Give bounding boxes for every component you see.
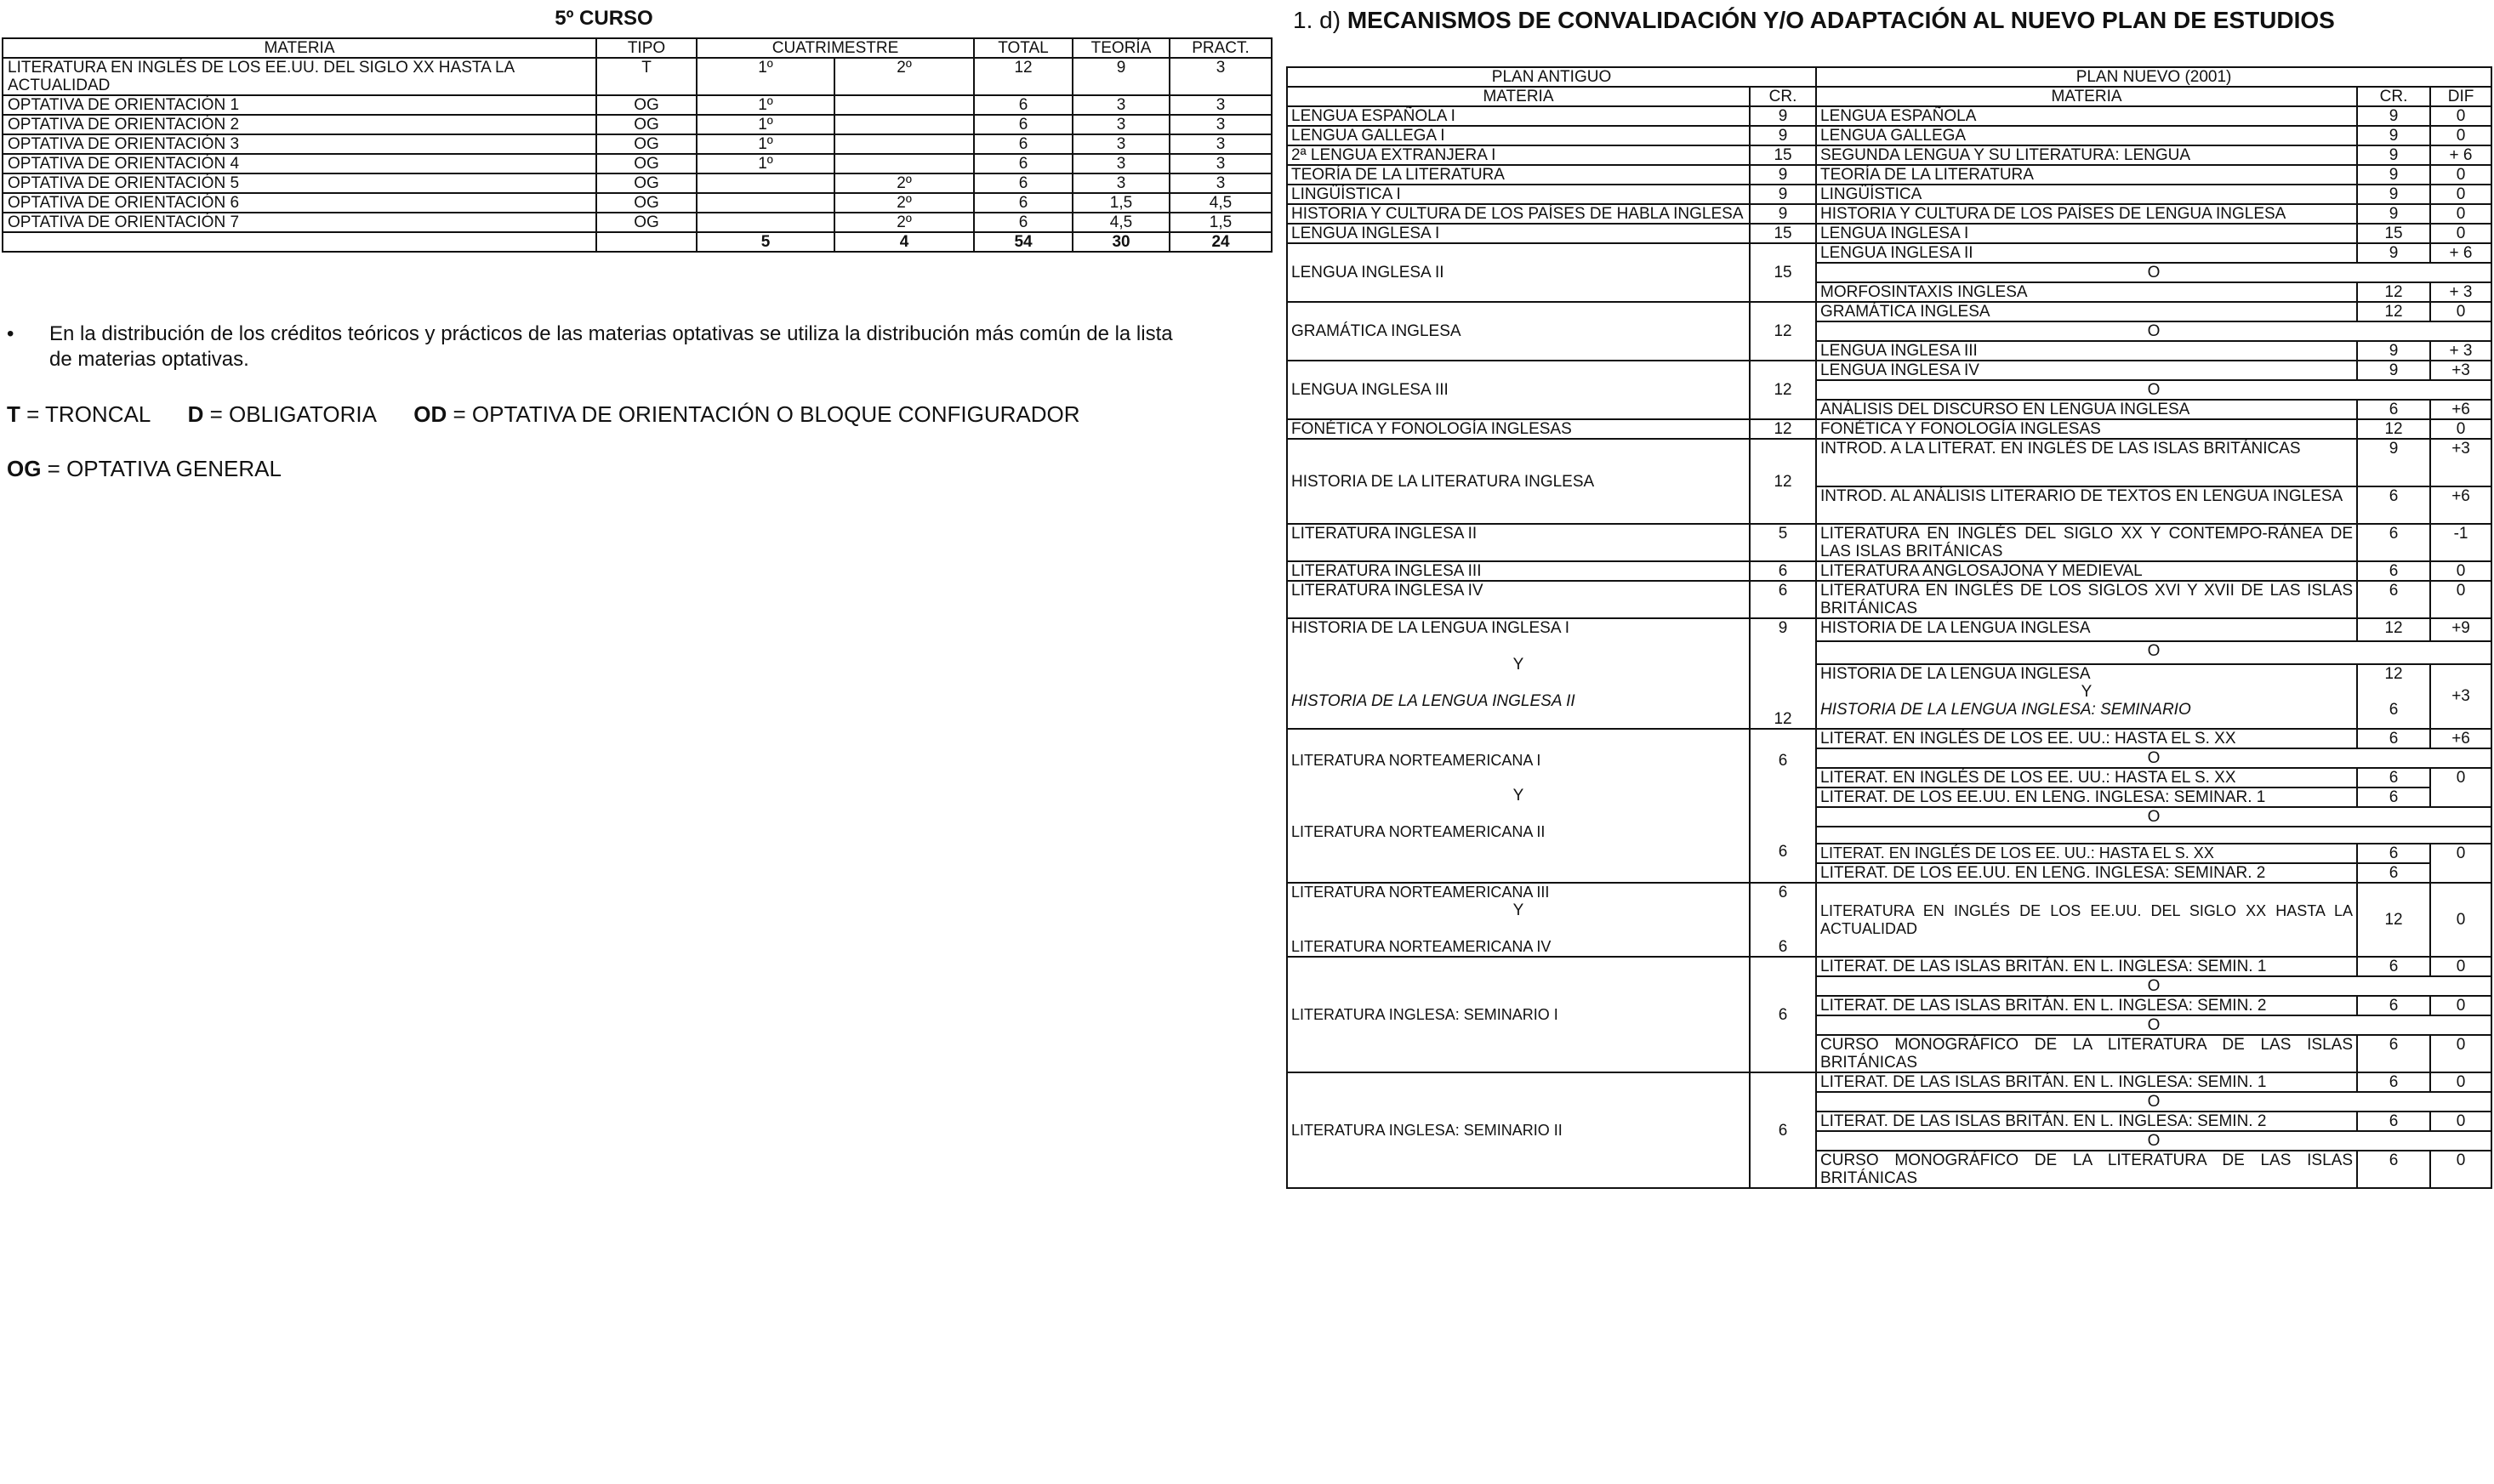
cell-total: 6 (974, 193, 1073, 213)
dif: +6 (2430, 486, 2491, 524)
col-teoria: TEORÍA (1073, 38, 1170, 58)
old-cr: 9 (1750, 204, 1816, 224)
column-header-row (1287, 87, 2491, 106)
cell-c2: 2º (834, 173, 974, 193)
cell-total: 6 (974, 95, 1073, 115)
cell-c1: 1º (697, 58, 834, 95)
new-cr: 9 (2357, 185, 2430, 204)
dif: 0 (2430, 561, 2491, 581)
new-cr: 6 (2357, 1035, 2430, 1072)
old-cr: 12 (1750, 302, 1816, 361)
or-separator: O (1816, 807, 2491, 827)
new-cr: 12 (2357, 618, 2430, 641)
dif: +6 (2430, 400, 2491, 419)
plan-nuevo-header: PLAN NUEVO (2001) (1816, 67, 2491, 87)
old-cr: 15 (1750, 145, 1816, 165)
old-cr: 15 (1750, 224, 1816, 243)
dif: +9 (2430, 618, 2491, 641)
old-cr: 6 (1750, 561, 1816, 581)
old-materia-header: MATERIA (1287, 87, 1750, 106)
cell-pract: 3 (1170, 154, 1272, 173)
dif: + 6 (2430, 243, 2491, 263)
and-separator: Y (2081, 682, 2093, 701)
new-materia: LITERAT. EN INGLÉS DE LOS EE. UU.: HASTA EL S. XX (1816, 729, 2357, 748)
cell-c2 (834, 134, 974, 154)
old-materia: HISTORIA DE LA LENGUA INGLESA II (1291, 692, 1575, 710)
cell-empty (3, 232, 596, 252)
new-materia: TEORÍA DE LA LITERATURA (1816, 165, 2357, 185)
cell-tipo: OG (596, 154, 697, 173)
new-materia: LITERAT. DE LAS ISLAS BRITÁN. EN L. INGLESA: SEMIN. 2 (1816, 996, 2357, 1015)
cell-pract: 1,5 (1170, 213, 1272, 232)
plan-antiguo-header: PLAN ANTIGUO (1287, 67, 1816, 87)
cell-tipo: OG (596, 115, 697, 134)
new-materia: LITERAT. DE LOS EE.UU. EN LENG. INGLESA: SEMINAR. 2 (1816, 863, 2357, 883)
legend-d-key: D (187, 401, 204, 427)
old-cr-header: CR. (1750, 87, 1816, 106)
dif: 0 (2430, 165, 2491, 185)
right-title (1293, 7, 2335, 34)
old-cr: 9 (1750, 165, 1816, 185)
old-materia: GRAMÁTICA INGLESA (1287, 302, 1750, 361)
table-row (1287, 165, 2491, 185)
legend-t-value: = TRONCAL (20, 401, 151, 427)
cell-c1 (697, 193, 834, 213)
new-materia: LITERATURA EN INGLÉS DE LOS SIGLOS XVI Y XVII DE LAS ISLAS BRITÁNICAS (1816, 581, 2357, 618)
new-cr: 6 (2357, 400, 2430, 419)
table-row (1287, 618, 2491, 641)
legend-d-value: = OBLIGATORIA (203, 401, 377, 427)
col-tipo: TIPO (596, 38, 697, 58)
old-materia: LITERATURA NORTEAMERICANA IV (1291, 938, 1552, 955)
old-materia: LITERATURA NORTEAMERICANA II (1291, 823, 1546, 840)
cell-total: 6 (974, 115, 1073, 134)
new-materia: HISTORIA DE LA LENGUA INGLESA (1816, 618, 2357, 641)
section-heading: MECANISMOS DE CONVALIDACIÓN Y/O ADAPTACIÓN AL NUEVO PLAN DE ESTUDIOS (1347, 7, 2335, 33)
dif: +6 (2430, 729, 2491, 748)
new-materia: MORFOSINTAXIS INGLESA (1816, 282, 2357, 302)
table-row (3, 134, 1272, 154)
new-cr: 12 (2357, 302, 2430, 321)
and-separator: Y (1512, 787, 1524, 805)
dif: 0 (2430, 302, 2491, 321)
cell-c1: 1º (697, 95, 834, 115)
new-cr: 6 (2357, 1112, 2430, 1131)
cell-teoria: 3 (1073, 173, 1170, 193)
new-materia: SEGUNDA LENGUA Y SU LITERATURA: LENGUA (1816, 145, 2357, 165)
old-materia: LITERATURA INGLESA: SEMINARIO I (1287, 957, 1750, 1072)
cell-total: 6 (974, 134, 1073, 154)
cell-materia: OPTATIVA DE ORIENTACIÓN 7 (3, 213, 596, 232)
cell-tipo: OG (596, 173, 697, 193)
left-title: 5º CURSO (555, 7, 653, 30)
old-materia: LITERATURA NORTEAMERICANA I (1291, 752, 1541, 769)
new-cr: 6 (2357, 996, 2430, 1015)
new-cr: 6 (2357, 768, 2430, 787)
table-row (3, 115, 1272, 134)
old-cr: 12 (1750, 419, 1816, 439)
or-separator: O (1816, 380, 2491, 400)
table-row (1287, 361, 2491, 380)
legend-og-key: OG (7, 456, 42, 481)
new-cr: 12 (2357, 883, 2430, 957)
new-materia: GRAMÁTICA INGLESA (1816, 302, 2357, 321)
old-cr-group (1750, 729, 1816, 883)
table-row (1287, 957, 2491, 976)
table-row (1287, 581, 2491, 618)
cell-c1: 1º (697, 134, 834, 154)
cell-c2: 2º (834, 58, 974, 95)
table-row (1287, 419, 2491, 439)
old-cr: 6 (1778, 938, 1788, 956)
col-materia: MATERIA (3, 38, 596, 58)
new-materia: LITERAT. EN INGLÉS DE LOS EE. UU.: HASTA EL S. XX (1816, 768, 2357, 787)
new-cr: 12 (2357, 282, 2430, 302)
cell-tipo: OG (596, 95, 697, 115)
dif: 0 (2430, 1072, 2491, 1092)
legend-line-2 (7, 456, 282, 482)
new-cr: 9 (2357, 126, 2430, 145)
new-materia: LENGUA INGLESA III (1816, 341, 2357, 361)
total-pract: 24 (1170, 232, 1272, 252)
new-cr: 6 (2357, 729, 2430, 748)
cell-c1 (697, 173, 834, 193)
new-materia: FONÉTICA Y FONOLOGÍA INGLESAS (1816, 419, 2357, 439)
new-cr: 6 (2357, 561, 2430, 581)
cell-materia: OPTATIVA DE ORIENTACIÓN 2 (3, 115, 596, 134)
total-teoria: 30 (1073, 232, 1170, 252)
col-total: TOTAL (974, 38, 1073, 58)
new-cr: 6 (2357, 787, 2430, 807)
new-materia: HISTORIA Y CULTURA DE LOS PAÍSES DE LENGUA INGLESA (1816, 204, 2357, 224)
total-total: 54 (974, 232, 1073, 252)
cell-c2 (834, 154, 974, 173)
dif: 0 (2430, 1035, 2491, 1072)
cell-c1: 1º (697, 115, 834, 134)
col-pract: PRACT. (1170, 38, 1272, 58)
old-materia: LITERATURA INGLESA: SEMINARIO II (1287, 1072, 1750, 1188)
table-row (3, 58, 1272, 95)
cell-materia: LITERATURA EN INGLÉS DE LOS EE.UU. DEL SIGLO XX HASTA LA ACTUALIDAD (3, 58, 596, 95)
dif: 0 (2430, 768, 2491, 807)
cell-materia: OPTATIVA DE ORIENTACIÓN 6 (3, 193, 596, 213)
dif: 0 (2430, 957, 2491, 976)
dif: 0 (2430, 419, 2491, 439)
new-cr-header: CR. (2357, 87, 2430, 106)
table-row (1287, 126, 2491, 145)
table-row (1287, 1072, 2491, 1092)
cell-pract: 3 (1170, 173, 1272, 193)
table-row (3, 193, 1272, 213)
old-materia: TEORÍA DE LA LITERATURA (1287, 165, 1750, 185)
cell-empty (596, 232, 697, 252)
new-materia: HISTORIA DE LA LENGUA INGLESA: SEMINARIO (1820, 700, 2191, 719)
cell-pract: 3 (1170, 134, 1272, 154)
cell-tipo: OG (596, 213, 697, 232)
old-materia: LITERATURA INGLESA II (1287, 524, 1750, 561)
new-cr: 6 (2357, 844, 2430, 863)
cell-total: 6 (974, 173, 1073, 193)
dif: 0 (2430, 883, 2491, 957)
old-cr: 6 (1750, 1072, 1816, 1188)
new-materia: CURSO MONOGRÁFICO DE LA LITERATURA DE LAS ISLAS BRITÁNICAS (1816, 1151, 2357, 1188)
new-cr: 6 (2357, 957, 2430, 976)
table-row (1287, 185, 2491, 204)
old-cr: 12 (1750, 439, 1816, 524)
cell-tipo: T (596, 58, 697, 95)
new-cr: 9 (2357, 341, 2430, 361)
new-cr: 9 (2357, 145, 2430, 165)
dif: 0 (2430, 126, 2491, 145)
new-materia: LITERAT. EN INGLÉS DE LOS EE. UU.: HASTA EL S. XX (1816, 844, 2357, 863)
new-cr: 9 (2357, 204, 2430, 224)
old-materia: LENGUA GALLEGA I (1287, 126, 1750, 145)
table-row (1287, 883, 2491, 957)
dif: 0 (2430, 224, 2491, 243)
new-materia: INTROD. AL ANÁLISIS LITERARIO DE TEXTOS EN LENGUA INGLESA (1816, 486, 2357, 524)
new-cr-group (2357, 664, 2430, 729)
legend-od-key: OD (413, 401, 447, 427)
dif: 0 (2430, 844, 2491, 883)
new-materia-header: MATERIA (1816, 87, 2357, 106)
dif: 0 (2430, 204, 2491, 224)
legend-line-1 (7, 401, 1080, 428)
old-cr: 6 (1778, 843, 1788, 861)
cell-teoria: 4,5 (1073, 213, 1170, 232)
spacer-row (1816, 827, 2491, 844)
or-separator: O (1816, 321, 2491, 341)
new-cr: 9 (2357, 361, 2430, 380)
new-cr: 6 (2357, 1151, 2430, 1188)
new-materia: LITERAT. DE LOS EE.UU. EN LENG. INGLESA: SEMINAR. 1 (1816, 787, 2357, 807)
cell-teoria: 3 (1073, 115, 1170, 134)
old-cr: 9 (1778, 619, 1788, 637)
dif: 0 (2430, 1151, 2491, 1188)
new-materia: LENGUA GALLEGA (1816, 126, 2357, 145)
new-cr: 12 (2357, 419, 2430, 439)
table-row (1287, 524, 2491, 561)
new-materia: LITERAT. DE LAS ISLAS BRITÁN. EN L. INGLESA: SEMIN. 1 (1816, 957, 2357, 976)
old-cr-group (1750, 883, 1816, 957)
cell-total: 6 (974, 154, 1073, 173)
cell-teoria: 3 (1073, 95, 1170, 115)
legend-t-key: T (7, 401, 20, 427)
and-separator: Y (1512, 656, 1524, 674)
new-materia: LITERATURA EN INGLÉS DE LOS EE.UU. DEL SIGLO XX HASTA LA ACTUALIDAD (1816, 883, 2357, 957)
new-materia: LENGUA ESPAÑOLA (1816, 106, 2357, 126)
old-materia: 2ª LENGUA EXTRANJERA I (1287, 145, 1750, 165)
cell-teoria: 9 (1073, 58, 1170, 95)
dif: 0 (2430, 1112, 2491, 1131)
dif: +3 (2430, 664, 2491, 729)
cell-c1: 1º (697, 154, 834, 173)
new-materia: HISTORIA DE LA LENGUA INGLESA (1820, 664, 2091, 683)
cell-pract: 3 (1170, 115, 1272, 134)
or-separator: O (1816, 748, 2491, 768)
or-separator: O (1816, 1015, 2491, 1035)
old-materia-group (1287, 883, 1750, 957)
table-row (1287, 302, 2491, 321)
distribution-note (7, 321, 1198, 372)
cell-teoria: 1,5 (1073, 193, 1170, 213)
old-materia: HISTORIA DE LA LITERATURA INGLESA (1287, 439, 1750, 524)
old-cr: 5 (1750, 524, 1816, 561)
cell-c2: 2º (834, 213, 974, 232)
cell-materia: OPTATIVA DE ORIENTACIÓN 5 (3, 173, 596, 193)
cell-total: 6 (974, 213, 1073, 232)
or-separator: O (1816, 641, 2491, 664)
dif: 0 (2430, 581, 2491, 618)
new-cr: 12 (2384, 664, 2403, 683)
old-cr: 15 (1750, 243, 1816, 302)
cell-c1 (697, 213, 834, 232)
cell-materia: OPTATIVA DE ORIENTACIÓN 3 (3, 134, 596, 154)
dif: 0 (2430, 185, 2491, 204)
legend-og-value: = OPTATIVA GENERAL (41, 456, 282, 481)
table-row (3, 154, 1272, 173)
new-cr: 6 (2357, 581, 2430, 618)
new-cr: 6 (2357, 524, 2430, 561)
new-cr: 6 (2357, 486, 2430, 524)
old-cr: 12 (1750, 361, 1816, 419)
new-materia: ANÁLISIS DEL DISCURSO EN LENGUA INGLESA (1816, 400, 2357, 419)
old-materia: HISTORIA Y CULTURA DE LOS PAÍSES DE HABLA INGLESA (1287, 204, 1750, 224)
new-materia: LITERATURA EN INGLÉS DEL SIGLO XX Y CONTEMPO-RÁNEA DE LAS ISLAS BRITÁNICAS (1816, 524, 2357, 561)
table-row (1287, 145, 2491, 165)
dif: + 3 (2430, 282, 2491, 302)
table-row (1287, 204, 2491, 224)
total-c2: 4 (834, 232, 974, 252)
or-separator: O (1816, 263, 2491, 282)
old-materia: LINGÜÍSTICA I (1287, 185, 1750, 204)
cell-pract: 4,5 (1170, 193, 1272, 213)
cell-c2: 2º (834, 193, 974, 213)
old-materia: LENGUA ESPAÑOLA I (1287, 106, 1750, 126)
table-row (3, 213, 1272, 232)
dif: 0 (2430, 996, 2491, 1015)
old-materia: LITERATURA INGLESA III (1287, 561, 1750, 581)
cell-tipo: OG (596, 193, 697, 213)
old-cr: 6 (1750, 581, 1816, 618)
old-cr: 12 (1774, 710, 1792, 728)
new-materia: CURSO MONOGRÁFICO DE LA LITERATURA DE LAS ISLAS BRITÁNICAS (1816, 1035, 2357, 1072)
or-separator: O (1816, 976, 2491, 996)
new-cr: 6 (2389, 700, 2399, 719)
new-cr: 9 (2357, 106, 2430, 126)
table-row (1287, 729, 2491, 748)
cell-c2 (834, 115, 974, 134)
new-materia: LENGUA INGLESA IV (1816, 361, 2357, 380)
cell-pract: 3 (1170, 58, 1272, 95)
curso-table (2, 37, 1273, 253)
old-materia-group (1287, 729, 1750, 883)
or-separator: O (1816, 1131, 2491, 1151)
table-row (3, 95, 1272, 115)
old-materia-group (1287, 618, 1750, 729)
curso-header-row (3, 38, 1272, 58)
dif: +3 (2430, 361, 2491, 380)
new-materia: INTROD. A LA LITERAT. EN INGLÉS DE LAS ISLAS BRITÁNICAS (1816, 439, 2357, 486)
convalidation-table (1286, 66, 2492, 1189)
new-cr: 15 (2357, 224, 2430, 243)
new-cr: 9 (2357, 243, 2430, 263)
new-materia: LITERAT. DE LAS ISLAS BRITÁN. EN L. INGLESA: SEMIN. 1 (1816, 1072, 2357, 1092)
old-cr: 6 (1750, 957, 1816, 1072)
new-cr: 9 (2357, 439, 2430, 486)
old-materia: HISTORIA DE LA LENGUA INGLESA I (1291, 619, 1569, 637)
old-materia: LITERATURA INGLESA IV (1287, 581, 1750, 618)
new-materia-group (1816, 664, 2357, 729)
new-materia: LENGUA INGLESA II (1816, 243, 2357, 263)
cell-total: 12 (974, 58, 1073, 95)
new-cr: 9 (2357, 165, 2430, 185)
old-cr-group (1750, 618, 1816, 729)
and-separator: Y (1512, 901, 1524, 919)
table-row (1287, 106, 2491, 126)
bullet-icon: • (7, 322, 14, 345)
table-row (1287, 439, 2491, 486)
table-row (3, 173, 1272, 193)
dif: + 3 (2430, 341, 2491, 361)
old-cr: 9 (1750, 185, 1816, 204)
cell-materia: OPTATIVA DE ORIENTACIÓN 1 (3, 95, 596, 115)
plan-header-row (1287, 67, 2491, 87)
col-cuatrimestre: CUATRIMESTRE (697, 38, 974, 58)
old-materia: LENGUA INGLESA III (1287, 361, 1750, 419)
dif: -1 (2430, 524, 2491, 561)
dif: 0 (2430, 106, 2491, 126)
old-cr: 6 (1778, 752, 1788, 770)
dif: + 6 (2430, 145, 2491, 165)
dif: +3 (2430, 439, 2491, 486)
old-materia: LENGUA INGLESA II (1287, 243, 1750, 302)
legend-od-value: = OPTATIVA DE ORIENTACIÓN O BLOQUE CONFIGURADOR (447, 401, 1080, 427)
cell-materia: OPTATIVA DE ORIENTACIÓN 4 (3, 154, 596, 173)
section-number: 1. d) (1293, 7, 1347, 33)
total-c1: 5 (697, 232, 834, 252)
new-materia: LINGÜÍSTICA (1816, 185, 2357, 204)
old-materia: LITERATURA NORTEAMERICANA III (1291, 884, 1550, 901)
table-row (1287, 224, 2491, 243)
note-text: En la distribución de los créditos teóricos y prácticos de las materias optativas se utiliza la distribución más común de la lista de materias optativas. (49, 322, 1173, 371)
cell-teoria: 3 (1073, 154, 1170, 173)
new-cr: 6 (2357, 1072, 2430, 1092)
new-materia: LITERATURA ANGLOSAJONA Y MEDIEVAL (1816, 561, 2357, 581)
old-materia: LENGUA INGLESA I (1287, 224, 1750, 243)
cell-tipo: OG (596, 134, 697, 154)
old-materia: FONÉTICA Y FONOLOGÍA INGLESAS (1287, 419, 1750, 439)
new-cr: 6 (2357, 863, 2430, 883)
cell-pract: 3 (1170, 95, 1272, 115)
cell-teoria: 3 (1073, 134, 1170, 154)
or-separator: O (1816, 1092, 2491, 1112)
cell-c2 (834, 95, 974, 115)
new-materia: LITERAT. DE LAS ISLAS BRITÁN. EN L. INGLESA: SEMIN. 2 (1816, 1112, 2357, 1131)
totals-row (3, 232, 1272, 252)
old-cr: 9 (1750, 106, 1816, 126)
table-row (1287, 561, 2491, 581)
table-row (1287, 243, 2491, 263)
dif-header: DIF (2430, 87, 2491, 106)
new-materia: LENGUA INGLESA I (1816, 224, 2357, 243)
old-cr: 9 (1750, 126, 1816, 145)
old-cr: 6 (1778, 884, 1788, 901)
